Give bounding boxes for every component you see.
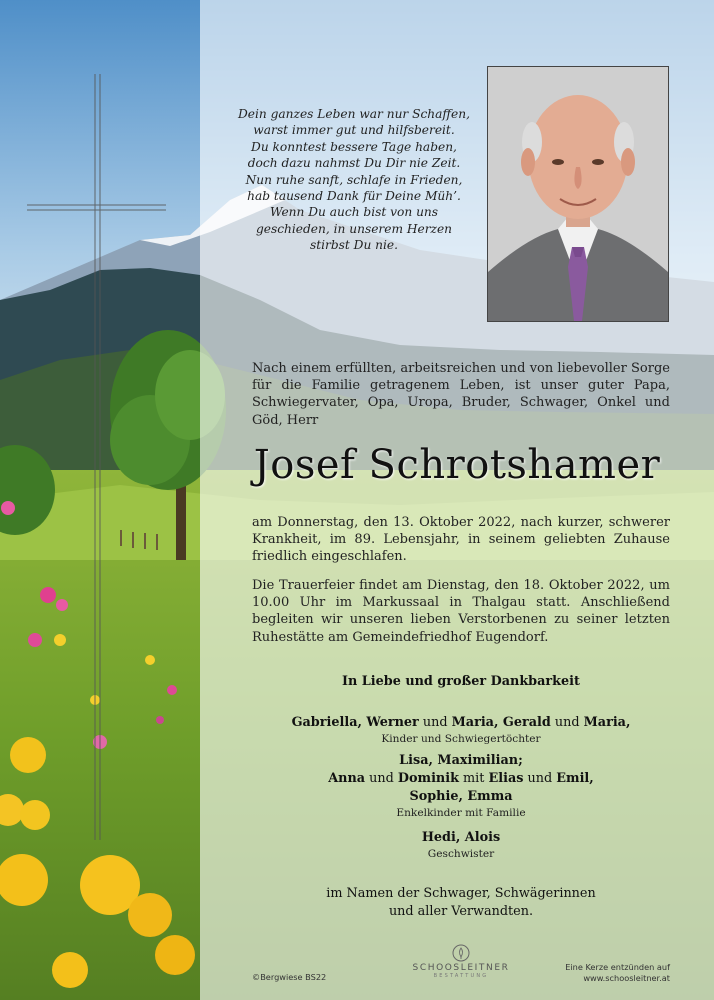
poem-line: geschieden, in unserem Herzen (255, 221, 453, 236)
family-names: Hedi, Alois (421, 830, 501, 845)
closing-line: im Namen der Schwager, Schwägerinnen (326, 886, 596, 901)
family-children (252, 714, 670, 746)
poem-line: stirbst Du nie. (309, 238, 399, 253)
logo-tagline: BESTATTUNG (433, 973, 489, 979)
family-names: Elias (488, 771, 524, 786)
conjunction: und (418, 715, 452, 730)
closing-line: und aller Verwandten. (388, 904, 534, 919)
relation-label: Kinder und Schwiegertöchter (381, 733, 541, 745)
relation-label: Geschwister (427, 848, 495, 860)
conjunction: und (523, 771, 557, 786)
family-names: Anna (328, 771, 366, 786)
poem-line: Dein ganzes Leben war nur Schaffen, (238, 107, 470, 121)
relation-label: Enkelkinder mit Familie (396, 807, 526, 819)
poem-line: Nun ruhe sanft, schlafe in Frieden, (245, 172, 463, 187)
candle-link[interactable]: www.schoosleitner.at (583, 972, 670, 983)
conjunction: und (550, 715, 584, 730)
family-names: Maria, (583, 715, 631, 730)
poem-line: doch dazu nahmst Du Dir nie Zeit. (247, 156, 461, 171)
dedication-heading: In Liebe und großer Dankbarkeit (342, 674, 580, 689)
logo-mark-icon (452, 944, 470, 962)
logo-brand: SCHOOSLEITNER (412, 963, 510, 973)
deceased-name: Josef Schrotshamer (253, 442, 661, 488)
funeral-home-logo (405, 944, 517, 979)
family-names: Maria, Gerald (451, 715, 551, 730)
conjunction: und (365, 771, 398, 786)
candle-text: Eine Kerze entzünden auf (565, 962, 670, 972)
poem-line: warst immer gut und hilfsbereit. (253, 123, 455, 138)
family-siblings (252, 829, 670, 861)
funeral-info-text: Die Trauerfeier findet am Dienstag, den 18. Oktober 2022, um 10.00 Uhr im Markussaal in Thalgau statt. Anschließend begleiten wir unseren lieben Verstorbenen zu seiner letzten Ruhestätte am Gemeindefriedhof Eugendorf. (252, 578, 670, 645)
family-grandchildren (252, 752, 670, 820)
image-credit: ©Bergwiese BS22 (252, 972, 327, 982)
poem-line: Wenn Du auch bist von uns (269, 205, 439, 220)
death-notice-text: am Donnerstag, den 13. Oktober 2022, nach kurzer, schwerer Krankheit, im 89. Lebensjahr, in seinem geliebten Zuhause friedlich eingeschlafen. (252, 515, 670, 565)
portrait-photo (487, 66, 669, 322)
family-names: Sophie, Emma (409, 789, 513, 804)
poem (236, 106, 472, 254)
intro-text: Nach einem erfüllten, arbeitsreichen und von liebevoller Sorge für die Familie getragenem Leben, ist unser guter Papa, Schwiegervater, Opa, Uropa, Bruder, Schwager, Onkel und Göd, Herr (252, 361, 670, 428)
family-names: Emil, (556, 771, 594, 786)
family-names: Gabriella, Werner (291, 715, 419, 730)
poem-line: Du konntest bessere Tage haben, (251, 139, 457, 154)
candle-info (565, 962, 670, 983)
closing-text (252, 885, 670, 921)
poem-line: hab tausend Dank für Deine Müh’. (247, 189, 461, 204)
family-names: Dominik (397, 771, 459, 786)
family-names: Lisa, Maximilian; (399, 753, 523, 768)
conjunction: mit (458, 771, 489, 786)
